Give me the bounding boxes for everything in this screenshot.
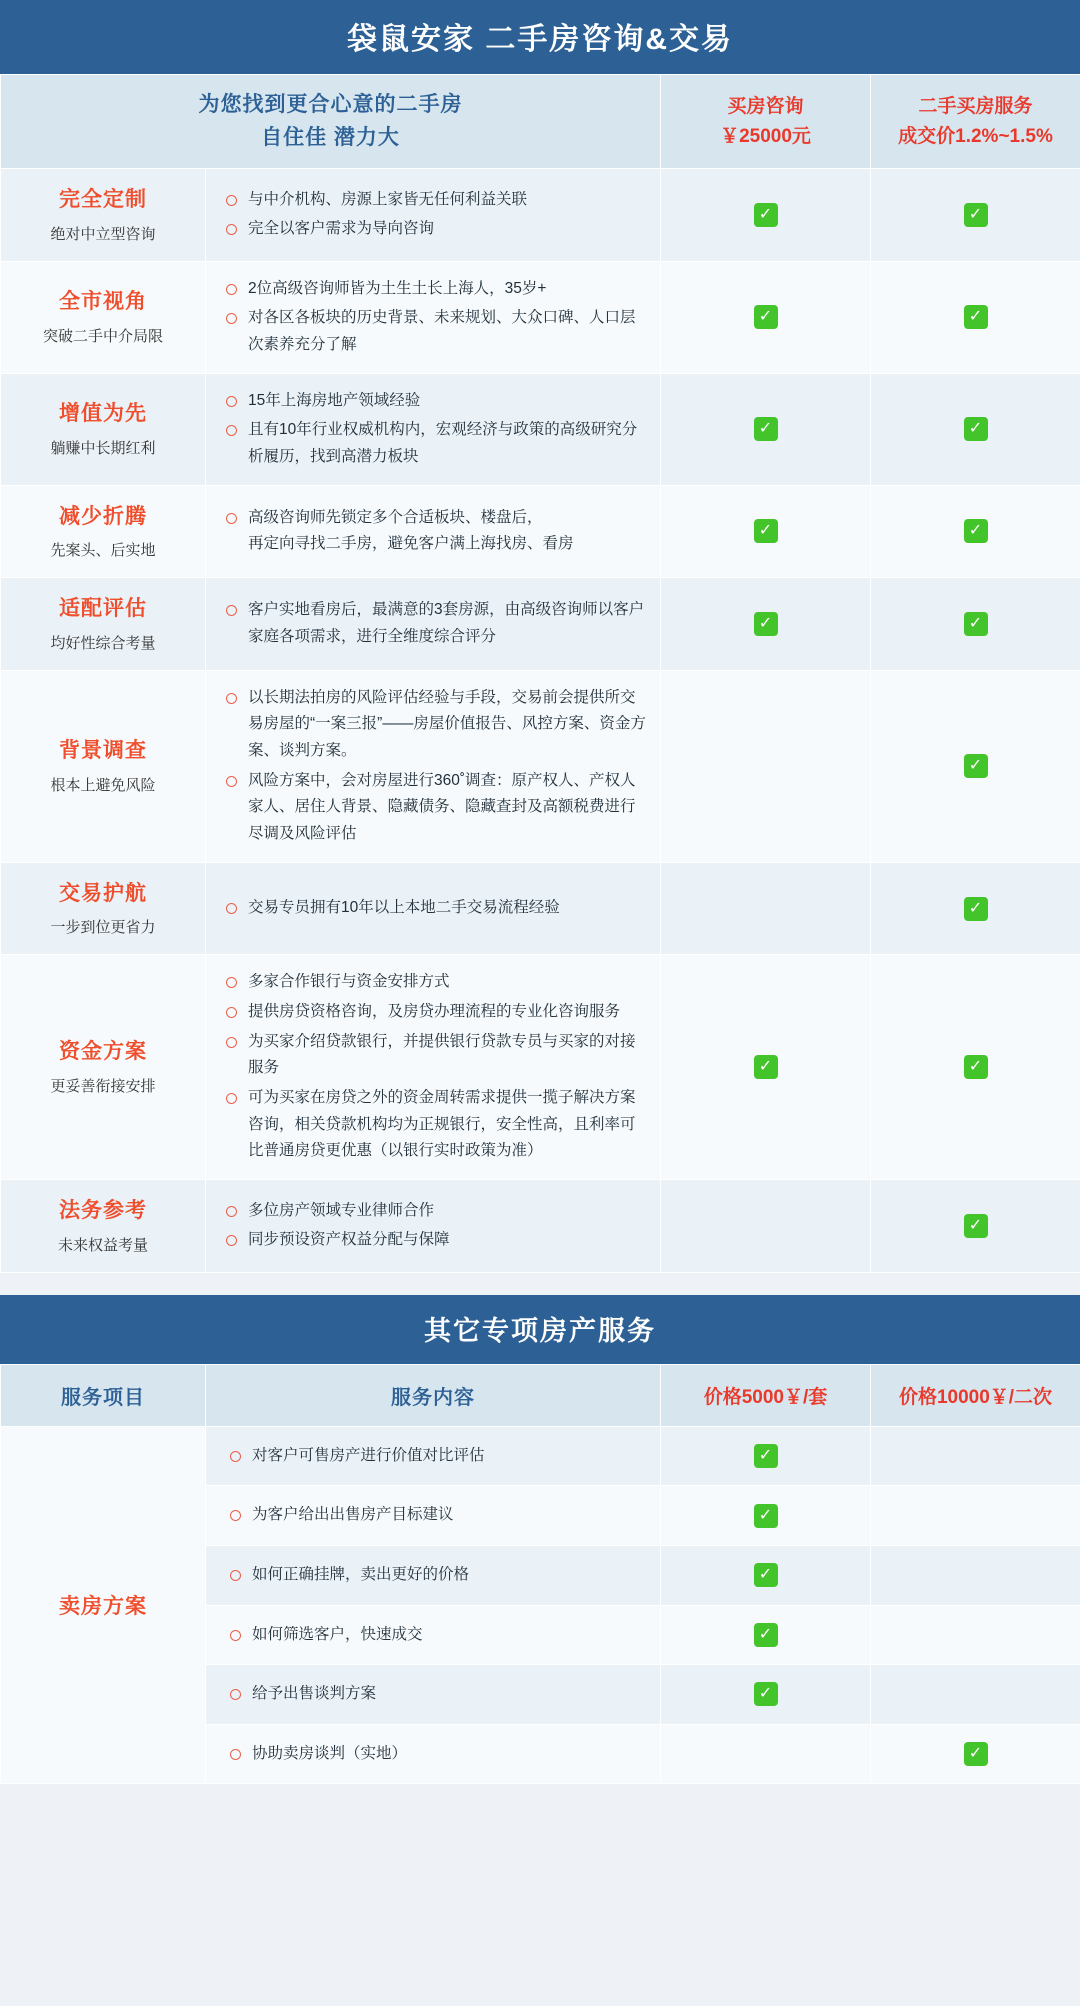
extra-header-item: 服务项目	[1, 1364, 206, 1426]
plan-2-mark	[871, 261, 1080, 373]
row-description-cell	[206, 1486, 661, 1546]
feature-list	[224, 276, 648, 359]
row-title-cell	[1, 169, 206, 262]
feature-item: 可为买家在房贷之外的资金周转需求提供一揽子解决方案咨询，相关贷款机构均为正规银行，安全性高，且利率可比普通房贷更优惠（以银行实时政策为准）	[224, 1085, 648, 1165]
row-description-cell	[206, 670, 661, 862]
feature-list	[228, 1443, 648, 1470]
feature-list	[224, 505, 648, 558]
check-icon: ✓	[754, 1504, 778, 1528]
plan-2-mark	[871, 1179, 1080, 1272]
page-title: 袋鼠安家 二手房咨询&交易	[0, 0, 1080, 74]
table-row	[1, 485, 1080, 578]
check-icon: ✓	[964, 754, 988, 778]
feature-item: 协助卖房谈判（实地）	[228, 1741, 648, 1768]
table-row	[1, 578, 1080, 671]
row-description-cell	[206, 1605, 661, 1665]
feature-list	[228, 1562, 648, 1589]
plan-1-mark	[661, 670, 871, 862]
check-icon: ✓	[754, 305, 778, 329]
feature-item: 客户实地看房后，最满意的3套房源，由高级咨询师以客户家庭各项需求，进行全维度综合评分	[224, 597, 648, 650]
plan-1-mark	[661, 862, 871, 955]
feature-item: 以长期法拍房的风险评估经验与手段，交易前会提供所交易房屋的“一案三报”——房屋价值报告、风控方案、资金方案、谈判方案。	[224, 685, 648, 765]
check-icon: ✓	[964, 203, 988, 227]
check-icon: ✓	[754, 1444, 778, 1468]
feature-list	[224, 895, 648, 922]
plan-2-mark	[871, 169, 1080, 262]
plan-1-name: 买房咨询	[727, 96, 804, 118]
row-title-cell	[1, 373, 206, 485]
feature-item: 如何筛选客户，快速成交	[228, 1622, 648, 1649]
row-title-cell	[1, 1179, 206, 1272]
feature-item: 与中介机构、房源上家皆无任何利益关联	[224, 187, 648, 214]
row-description-cell	[206, 485, 661, 578]
extra-plan-2-mark	[871, 1665, 1080, 1725]
check-icon: ✓	[754, 417, 778, 441]
extra-plan-2-mark	[871, 1486, 1080, 1546]
row-description-cell	[206, 1545, 661, 1605]
feature-item: 为买家介绍贷款银行，并提供银行贷款专员与买家的对接服务	[224, 1029, 648, 1082]
check-icon: ✓	[964, 612, 988, 636]
table-row	[1, 862, 1080, 955]
feature-item: 为客户给出出售房产目标建议	[228, 1502, 648, 1529]
extra-plan-2-mark	[871, 1426, 1080, 1486]
feature-list	[224, 685, 648, 848]
feature-item: 对客户可售房产进行价值对比评估	[228, 1443, 648, 1470]
service-table-body	[1, 169, 1080, 1272]
extra-header-content: 服务内容	[206, 1364, 661, 1426]
extra-service-card	[0, 1295, 1080, 1785]
row-subtitle: 突破二手中介局限	[42, 327, 163, 345]
check-icon: ✓	[754, 612, 778, 636]
feature-list	[224, 969, 648, 1165]
row-title: 适配评估	[59, 597, 147, 621]
plan-1-mark	[661, 578, 871, 671]
check-icon: ✓	[754, 519, 778, 543]
extra-plan-1-mark	[661, 1665, 871, 1725]
section-title: 其它专项房产服务	[0, 1295, 1080, 1364]
row-title-cell	[1, 670, 206, 862]
table-row	[1, 261, 1080, 373]
table-row	[1, 955, 1080, 1180]
table-row	[1, 1179, 1080, 1272]
row-subtitle: 一步到位更省力	[50, 919, 156, 937]
extra-service-header	[1, 1364, 1080, 1426]
check-icon: ✓	[964, 1214, 988, 1238]
row-description-cell	[206, 1665, 661, 1725]
plan-2-mark	[871, 373, 1080, 485]
feature-list	[228, 1741, 648, 1768]
row-description-cell	[206, 1724, 661, 1784]
row-subtitle: 未来权益考量	[57, 1236, 148, 1254]
plan-2-price: 成交价1.2%~1.5%	[898, 125, 1053, 147]
plan-1-mark	[661, 485, 871, 578]
extra-plan-2-mark	[871, 1724, 1080, 1784]
feature-item: 多家合作银行与资金安排方式	[224, 969, 648, 996]
row-description-cell	[206, 578, 661, 671]
check-icon: ✓	[754, 1623, 778, 1647]
plan-1-mark	[661, 261, 871, 373]
check-icon: ✓	[754, 1055, 778, 1079]
extra-header-price-2: 价格10000￥/二次	[871, 1364, 1080, 1426]
table-row	[1, 169, 1080, 262]
row-title: 背景调查	[59, 739, 147, 763]
check-icon: ✓	[754, 1682, 778, 1706]
header-slogan-cell	[1, 75, 661, 169]
row-subtitle: 先案头、后实地	[50, 542, 156, 560]
row-title-cell	[1, 955, 206, 1180]
feature-item: 高级咨询师先锁定多个合适板块、楼盘后， 再定向寻找二手房，避免客户满上海找房、看房	[224, 505, 648, 558]
row-description-cell	[206, 1426, 661, 1486]
plan-1-mark	[661, 169, 871, 262]
table-row	[1, 373, 1080, 485]
plan-2-mark	[871, 578, 1080, 671]
extra-plan-1-mark	[661, 1724, 871, 1784]
table-row	[1, 1426, 1080, 1486]
row-subtitle: 绝对中立型咨询	[50, 225, 156, 243]
extra-service-table	[0, 1364, 1080, 1785]
check-icon: ✓	[964, 519, 988, 543]
feature-item: 15年上海房地产领域经验	[224, 388, 648, 415]
row-title-cell	[1, 578, 206, 671]
slogan-line-2: 自住佳 潜力大	[261, 125, 400, 149]
feature-item: 完全以客户需求为导向咨询	[224, 216, 648, 243]
table-row	[1, 670, 1080, 862]
feature-item: 风险方案中，会对房屋进行360˚调查：原产权人、产权人家人、居住人背景、隐藏债务、隐藏查封及高额税费进行尽调及风险评估	[224, 768, 648, 848]
row-subtitle: 根本上避免风险	[50, 777, 156, 795]
row-description-cell	[206, 373, 661, 485]
header-plan-1	[661, 75, 871, 169]
extra-plan-1-mark	[661, 1545, 871, 1605]
row-title: 全市视角	[59, 290, 147, 314]
extra-plan-1-mark	[661, 1605, 871, 1665]
row-title: 法务参考	[59, 1198, 147, 1222]
plan-2-name: 二手买房服务	[918, 96, 1033, 118]
feature-list	[228, 1622, 648, 1649]
feature-item: 交易专员拥有10年以上本地二手交易流程经验	[224, 895, 648, 922]
feature-list	[228, 1502, 648, 1529]
row-title-cell	[1, 862, 206, 955]
plan-1-mark	[661, 373, 871, 485]
feature-list	[224, 388, 648, 471]
extra-plan-1-mark	[661, 1486, 871, 1546]
feature-list	[224, 187, 648, 243]
feature-list	[224, 597, 648, 650]
row-title-cell	[1, 261, 206, 373]
extra-header-price-1: 价格5000￥/套	[661, 1364, 871, 1426]
row-title: 资金方案	[59, 1040, 147, 1064]
row-title-cell	[1, 485, 206, 578]
slogan-line-1: 为您找到更合心意的二手房	[198, 93, 463, 116]
extra-plan-2-mark	[871, 1605, 1080, 1665]
check-icon: ✓	[964, 305, 988, 329]
extra-service-body	[1, 1426, 1080, 1784]
plan-1-price: ￥25000元	[720, 125, 811, 147]
feature-item: 多位房产领域专业律师合作	[224, 1198, 648, 1225]
row-title: 减少折腾	[59, 504, 147, 528]
feature-item: 给予出售谈判方案	[228, 1681, 648, 1708]
group-title: 卖房方案	[1, 1426, 206, 1784]
extra-plan-2-mark	[871, 1545, 1080, 1605]
row-subtitle: 均好性综合考量	[50, 634, 156, 652]
extra-plan-1-mark	[661, 1426, 871, 1486]
plan-2-mark	[871, 862, 1080, 955]
row-subtitle: 更妥善衔接安排	[50, 1077, 156, 1095]
check-icon: ✓	[964, 897, 988, 921]
row-description-cell	[206, 169, 661, 262]
row-description-cell	[206, 955, 661, 1180]
plan-2-mark	[871, 670, 1080, 862]
check-icon: ✓	[754, 203, 778, 227]
service-table	[0, 74, 1080, 1273]
check-icon: ✓	[964, 417, 988, 441]
feature-item: 如何正确挂牌，卖出更好的价格	[228, 1562, 648, 1589]
row-description-cell	[206, 261, 661, 373]
row-subtitle: 躺赚中长期红利	[50, 439, 156, 457]
feature-item: 同步预设资产权益分配与保障	[224, 1227, 648, 1254]
check-icon: ✓	[964, 1055, 988, 1079]
row-description-cell	[206, 1179, 661, 1272]
check-icon: ✓	[754, 1563, 778, 1587]
row-title: 增值为先	[59, 402, 147, 426]
row-title: 完全定制	[59, 188, 147, 212]
header-plan-2	[871, 75, 1080, 169]
feature-item: 提供房贷资格咨询，及房贷办理流程的专业化咨询服务	[224, 999, 648, 1026]
feature-item: 对各区各板块的历史背景、未来规划、大众口碑、人口层次素养充分了解	[224, 305, 648, 358]
feature-item: 且有10年行业权威机构内，宏观经济与政策的高级研究分析履历，找到高潜力板块	[224, 417, 648, 470]
service-table-header	[1, 75, 1080, 169]
plan-2-mark	[871, 485, 1080, 578]
row-title: 交易护航	[59, 881, 147, 905]
row-description-cell	[206, 862, 661, 955]
feature-item: 2位高级咨询师皆为土生土长上海人，35岁+	[224, 276, 648, 303]
feature-list	[224, 1198, 648, 1254]
feature-list	[228, 1681, 648, 1708]
plan-1-mark	[661, 1179, 871, 1272]
plan-1-mark	[661, 955, 871, 1180]
check-icon: ✓	[964, 1742, 988, 1766]
plan-2-mark	[871, 955, 1080, 1180]
